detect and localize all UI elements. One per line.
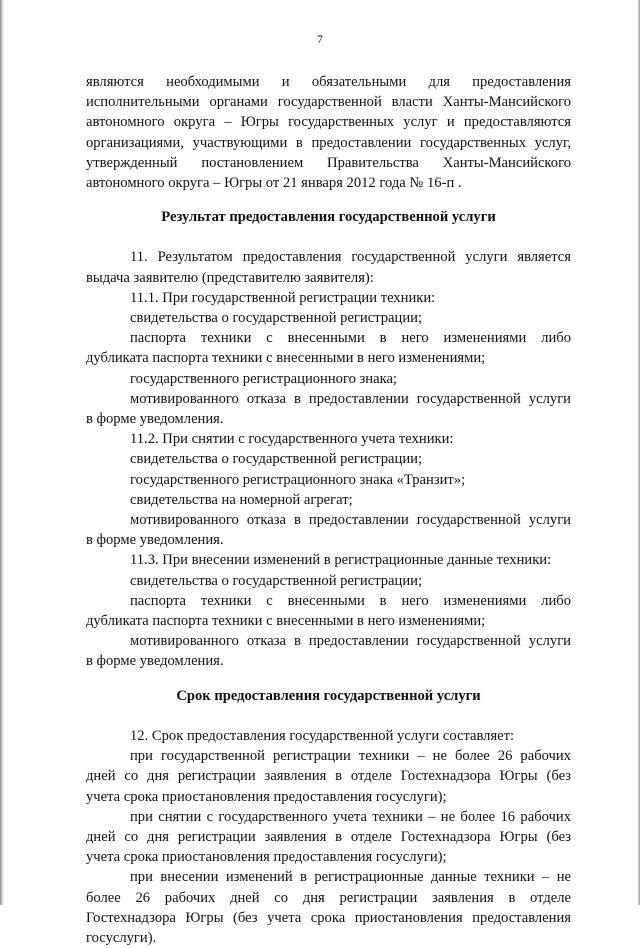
text-line: в форме уведомления. bbox=[86, 653, 224, 670]
text-line: свидетельства о государственной регистрации; bbox=[130, 310, 423, 327]
text-line: 12. Срок предоставления государственной услуги составляет: bbox=[130, 727, 515, 744]
text-line: учета срока приостановления предоставления госуслуги); bbox=[86, 849, 447, 866]
text-line: свидетельства о государственной регистрации; bbox=[130, 572, 423, 589]
text-line: более 26 рабочих дней со дня регистрации заявления в отделе bbox=[86, 889, 571, 906]
text-line: выдача заявителю (представителю заявителя): bbox=[86, 269, 374, 286]
text-line: государственного регистрационного знака «Транзит»; bbox=[130, 471, 466, 488]
text-line: 11.2. При снятии с государственного учета техники: bbox=[130, 431, 454, 448]
text-line: дубликата паспорта техники с внесенными в него изменениями; bbox=[86, 350, 486, 367]
page-number: 7 bbox=[317, 34, 323, 46]
text-line: при внесении изменений в регистрационные данные техники – не bbox=[130, 869, 571, 886]
document-body bbox=[86, 72, 571, 948]
text-line: дубликата паспорта техники с внесенными в него изменениями; bbox=[86, 613, 486, 630]
text-line: мотивированного отказа в предоставлении государственной услуги bbox=[130, 390, 571, 407]
section-heading-term: Срок предоставления государственной услуги bbox=[176, 687, 481, 704]
text-line: исполнительными органами государственной власти Ханты-Мансийского bbox=[86, 94, 571, 111]
section-heading-result: Результат предоставления государственной услуги bbox=[161, 209, 496, 226]
text-line: дней со дня регистрации заявления в отделе Гостехнадзора Югры (без bbox=[86, 828, 571, 845]
scan-left-edge bbox=[0, 0, 4, 905]
text-line: мотивированного отказа в предоставлении государственной услуги bbox=[130, 512, 571, 529]
text-line: учета срока приостановления предоставления госуслуги); bbox=[86, 788, 447, 805]
text-line: государственного регистрационного знака; bbox=[130, 370, 397, 387]
text-line: утвержденный постановлением Правительства Ханты-Мансийского bbox=[86, 154, 571, 171]
text-line: мотивированного отказа в предоставлении государственной услуги bbox=[130, 633, 571, 650]
text-line: автономного округа – Югры от 21 января 2012 года № 16-п . bbox=[86, 175, 462, 192]
text-line: автономного округа – Югры государственных услуг и предоставляются bbox=[86, 114, 571, 131]
text-line: 11. Результатом предоставления государственной услуги является bbox=[130, 249, 571, 266]
text-line: дней со дня регистрации заявления в отделе Гостехнадзора Югры (без bbox=[86, 768, 571, 785]
text-line: являются необходимыми и обязательными для предоставления bbox=[86, 74, 571, 90]
text-line: при снятии с государственного учета техники – не более 16 рабочих bbox=[130, 808, 571, 825]
text-line: 11.1. При государственной регистрации техники: bbox=[130, 289, 436, 306]
text-line: в форме уведомления. bbox=[86, 411, 224, 428]
text-line: паспорта техники с внесенными в него изменениями либо bbox=[130, 330, 571, 347]
text-line: госуслуги). bbox=[86, 929, 157, 946]
text-line: паспорта техники с внесенными в него изменениями либо bbox=[130, 592, 571, 609]
text-line: свидетельства о государственной регистрации; bbox=[130, 451, 423, 468]
text-line: 11.3. При внесении изменений в регистрационные данные техники: bbox=[130, 552, 552, 569]
text-line: в форме уведомления. bbox=[86, 532, 224, 549]
text-line: свидетельства на номерной агрегат; bbox=[130, 491, 353, 508]
text-line: организациями, участвующими в предоставлении государственных услуг, bbox=[86, 134, 571, 151]
text-line: при государственной регистрации техники – не более 26 рабочих bbox=[130, 748, 571, 765]
text-line: Гостехнадзора Югры (без учета срока приостановления предоставления bbox=[86, 909, 571, 926]
